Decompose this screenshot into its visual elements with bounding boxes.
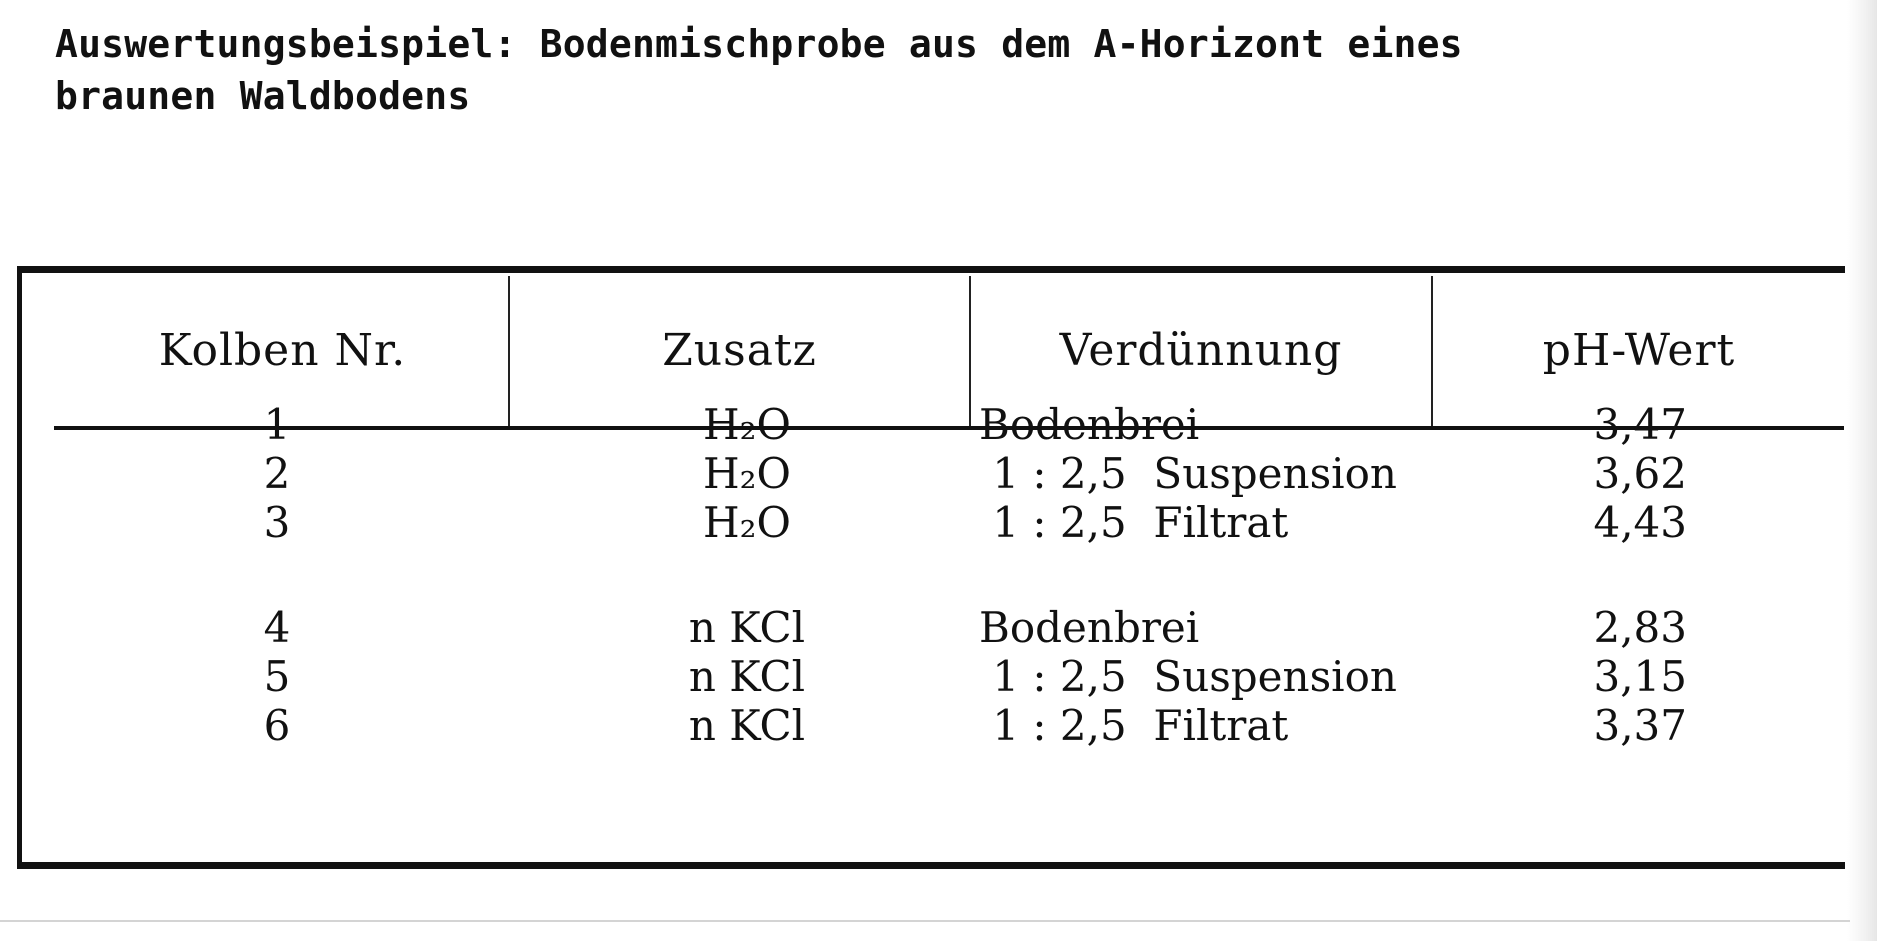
cell-ph-wert: 3,37	[1593, 701, 1687, 750]
cell-zusatz: H₂O	[703, 400, 791, 449]
header-verduennung: Verdünnung	[1059, 325, 1343, 376]
cell-zusatz: n KCl	[688, 603, 806, 652]
cell-kolben-nr: 4	[263, 603, 291, 652]
header-zusatz: Zusatz	[662, 325, 817, 376]
cell-ph-wert: 3,15	[1593, 652, 1687, 701]
cell-kolben-nr: 2	[263, 449, 291, 498]
cell-ph-wert: 3,62	[1593, 449, 1687, 498]
table-top-rule	[17, 266, 1845, 273]
table-left-rule	[17, 266, 22, 869]
document-heading	[55, 18, 1705, 122]
cell-zusatz: n KCl	[688, 652, 806, 701]
cell-kolben-nr: 3	[263, 498, 291, 547]
cell-ph-wert: 3,47	[1593, 400, 1687, 449]
heading-line-2: braunen Waldbodens	[55, 74, 471, 118]
cell-zusatz: H₂O	[703, 449, 791, 498]
page-bottom-edge	[0, 920, 1850, 922]
cell-zusatz: H₂O	[703, 498, 791, 547]
cell-verduennung: 1 : 2,5 Suspension	[979, 449, 1397, 498]
cell-verduennung: Bodenbrei	[979, 400, 1200, 449]
page-edge-shadow	[1847, 0, 1877, 941]
cell-verduennung: 1 : 2,5 Filtrat	[979, 701, 1289, 750]
results-table	[17, 266, 1845, 870]
table-row	[17, 499, 1845, 547]
cell-kolben-nr: 5	[263, 652, 291, 701]
cell-verduennung: 1 : 2,5 Suspension	[979, 652, 1397, 701]
table-bottom-rule	[17, 862, 1845, 869]
cell-verduennung: Bodenbrei	[979, 603, 1200, 652]
header-kolben-nr: Kolben Nr.	[158, 325, 407, 376]
cell-zusatz: n KCl	[688, 701, 806, 750]
table-row	[17, 702, 1845, 750]
cell-verduennung: 1 : 2,5 Filtrat	[979, 498, 1289, 547]
cell-kolben-nr: 6	[263, 701, 291, 750]
table-row	[17, 401, 1845, 449]
table-row	[17, 604, 1845, 652]
cell-kolben-nr: 1	[263, 400, 291, 449]
header-ph-wert: pH-Wert	[1542, 325, 1736, 376]
table-row	[17, 450, 1845, 498]
table-row	[17, 653, 1845, 701]
cell-ph-wert: 2,83	[1593, 603, 1687, 652]
cell-ph-wert: 4,43	[1593, 498, 1687, 547]
heading-line-1: Auswertungsbeispiel: Bodenmischprobe aus dem A-Horizont eines	[55, 22, 1463, 66]
